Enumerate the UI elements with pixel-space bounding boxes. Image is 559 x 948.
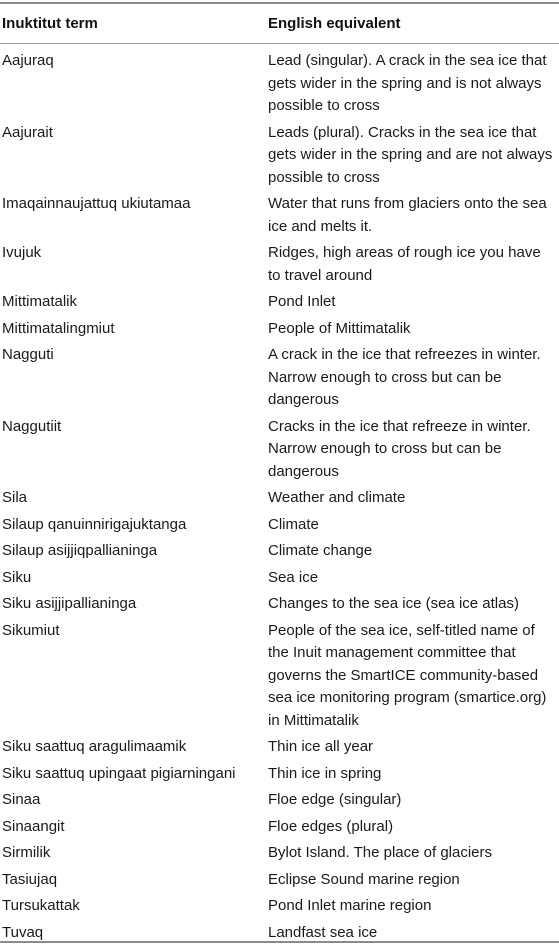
equivalent-line: Changes to the sea ice (sea ice atlas)	[268, 593, 556, 616]
equivalent-line: Narrow enough to cross but can be	[268, 438, 556, 461]
inuktitut-term-cell: Sikumiut	[0, 620, 266, 733]
inuktitut-term-cell: Sinaangit	[0, 816, 266, 839]
equivalent-line: the Inuit management committee that	[268, 642, 556, 665]
inuktitut-term-cell: Ivujuk	[0, 242, 266, 287]
english-equivalent-cell	[266, 763, 556, 786]
equivalent-line: Floe edge (singular)	[268, 789, 556, 812]
inuktitut-term-cell: Nagguti	[0, 344, 266, 412]
table-row	[0, 816, 559, 843]
inuktitut-term-cell: Sinaa	[0, 789, 266, 812]
equivalent-line: Weather and climate	[268, 487, 556, 510]
equivalent-line: People of Mittimatalik	[268, 318, 556, 341]
table-row	[0, 318, 559, 345]
table-body	[0, 50, 559, 948]
english-equivalent-cell	[266, 789, 556, 812]
inuktitut-term-cell: Aajuraq	[0, 50, 266, 118]
equivalent-line: Leads (plural). Cracks in the sea ice that	[268, 122, 556, 145]
inuktitut-term-cell: Siku	[0, 567, 266, 590]
inuktitut-term-cell: Silaup asijjiqpallianinga	[0, 540, 266, 563]
inuktitut-term-cell: Tasiujaq	[0, 869, 266, 892]
equivalent-line: possible to cross	[268, 95, 556, 118]
table-row	[0, 789, 559, 816]
equivalent-line: Cracks in the ice that refreeze in winter.	[268, 416, 556, 439]
equivalent-line: sea ice monitoring program (smartice.org)	[268, 687, 556, 710]
equivalent-line: Climate change	[268, 540, 556, 563]
equivalent-line: in Mittimatalik	[268, 710, 556, 733]
table-row	[0, 291, 559, 318]
inuktitut-term-cell: Mittimatalik	[0, 291, 266, 314]
english-equivalent-cell	[266, 816, 556, 839]
english-equivalent-cell	[266, 514, 556, 537]
table-row	[0, 122, 559, 194]
inuktitut-term-cell: Tursukattak	[0, 895, 266, 918]
equivalent-line: to travel around	[268, 265, 556, 288]
table-row	[0, 344, 559, 416]
equivalent-line: Eclipse Sound marine region	[268, 869, 556, 892]
english-equivalent-cell	[266, 487, 556, 510]
equivalent-line: People of the sea ice, self-titled name of	[268, 620, 556, 643]
equivalent-line: gets wider in the spring and are not always	[268, 144, 556, 167]
equivalent-line: Lead (singular). A crack in the sea ice that	[268, 50, 556, 73]
inuktitut-term-cell: Naggutiit	[0, 416, 266, 484]
equivalent-line: dangerous	[268, 461, 556, 484]
table-row	[0, 922, 559, 948]
header-english-equivalent: English equivalent	[268, 14, 558, 34]
english-equivalent-cell	[266, 416, 556, 484]
equivalent-line: Water that runs from glaciers onto the sea	[268, 193, 556, 216]
inuktitut-term-cell: Imaqainnaujattuq ukiutamaa	[0, 193, 266, 238]
equivalent-line: Pond Inlet	[268, 291, 556, 314]
table-row	[0, 620, 559, 737]
english-equivalent-cell	[266, 318, 556, 341]
table-row	[0, 514, 559, 541]
table-row	[0, 763, 559, 790]
table-header	[0, 4, 559, 43]
english-equivalent-cell	[266, 344, 556, 412]
table-row	[0, 540, 559, 567]
equivalent-line: ice and melts it.	[268, 216, 556, 239]
inuktitut-term-cell: Siku saattuq aragulimaamik	[0, 736, 266, 759]
table-row	[0, 50, 559, 122]
equivalent-line: Pond Inlet marine region	[268, 895, 556, 918]
inuktitut-term-cell: Silaup qanuinnirigajuktanga	[0, 514, 266, 537]
inuktitut-term-cell: Sirmilik	[0, 842, 266, 865]
table-row	[0, 842, 559, 869]
equivalent-line: Floe edges (plural)	[268, 816, 556, 839]
table-row	[0, 593, 559, 620]
table-row	[0, 487, 559, 514]
equivalent-line: possible to cross	[268, 167, 556, 190]
english-equivalent-cell	[266, 540, 556, 563]
equivalent-line: Ridges, high areas of rough ice you have	[268, 242, 556, 265]
english-equivalent-cell	[266, 567, 556, 590]
table-bottom-rule	[0, 941, 559, 943]
equivalent-line: Sea ice	[268, 567, 556, 590]
english-equivalent-cell	[266, 842, 556, 865]
equivalent-line: Narrow enough to cross but can be	[268, 367, 556, 390]
inuktitut-term-cell: Mittimatalingmiut	[0, 318, 266, 341]
equivalent-line: governs the SmartICE community-based	[268, 665, 556, 688]
inuktitut-term-cell: Sila	[0, 487, 266, 510]
english-equivalent-cell	[266, 620, 556, 733]
equivalent-line: Climate	[268, 514, 556, 537]
equivalent-line: Landfast sea ice	[268, 922, 556, 945]
english-equivalent-cell	[266, 122, 556, 190]
inuktitut-term-cell: Aajurait	[0, 122, 266, 190]
inuktitut-term-cell: Siku asijjipallianinga	[0, 593, 266, 616]
table-row	[0, 567, 559, 594]
table-row	[0, 895, 559, 922]
equivalent-line: Thin ice all year	[268, 736, 556, 759]
header-inuktitut-term: Inuktitut term	[2, 14, 262, 34]
english-equivalent-cell	[266, 895, 556, 918]
table-row	[0, 869, 559, 896]
equivalent-line: Thin ice in spring	[268, 763, 556, 786]
english-equivalent-cell	[266, 736, 556, 759]
english-equivalent-cell	[266, 291, 556, 314]
inuktitut-term-cell: Siku saattuq upingaat pigiarningani	[0, 763, 266, 786]
table-row	[0, 242, 559, 291]
equivalent-line: A crack in the ice that refreezes in winter.	[268, 344, 556, 367]
english-equivalent-cell	[266, 593, 556, 616]
equivalent-line: dangerous	[268, 389, 556, 412]
table-row	[0, 736, 559, 763]
table-row	[0, 193, 559, 242]
header-rule	[0, 43, 559, 44]
english-equivalent-cell	[266, 50, 556, 118]
english-equivalent-cell	[266, 869, 556, 892]
inuktitut-term-cell: Tuvaq	[0, 922, 266, 945]
equivalent-line: gets wider in the spring and is not always	[268, 73, 556, 96]
english-equivalent-cell	[266, 242, 556, 287]
table-row	[0, 416, 559, 488]
english-equivalent-cell	[266, 193, 556, 238]
equivalent-line: Bylot Island. The place of glaciers	[268, 842, 556, 865]
